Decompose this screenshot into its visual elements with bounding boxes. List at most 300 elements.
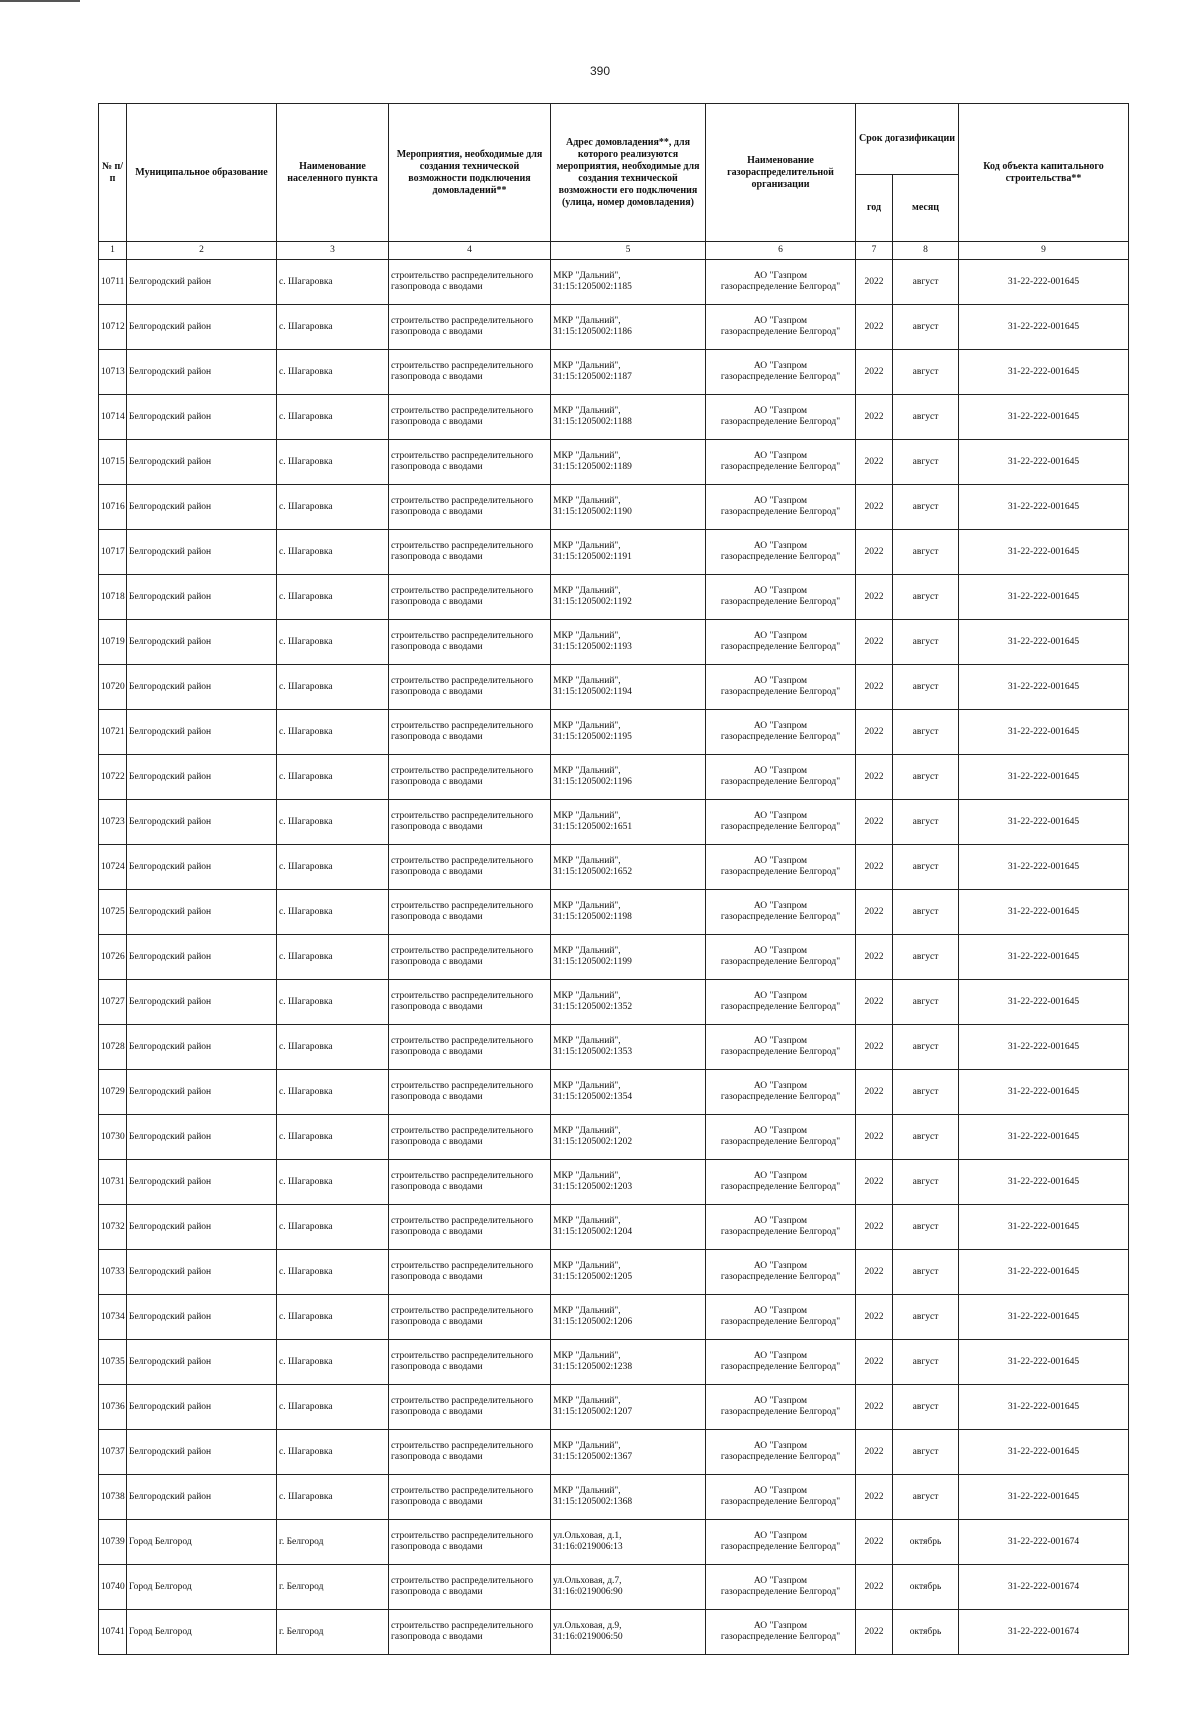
activity-cell-text: строительство распределительного газопровода с вводами [391, 901, 534, 922]
year-cell [856, 935, 893, 980]
address-cell-text: МКР "Дальний", [553, 451, 621, 461]
municipality-cell [127, 530, 277, 575]
municipality-cell [127, 395, 277, 440]
object-code-cell-text: 31-22-222-001645 [1007, 591, 1080, 602]
activity-cell [389, 1070, 551, 1115]
municipality-cell [127, 485, 277, 530]
month-cell [893, 665, 959, 710]
municipality-cell-text: Белгородский район [129, 411, 212, 422]
address-cell-text: 31:15:1205002:1205 [553, 1272, 633, 1282]
row-number-cell-text: 10725 [101, 906, 125, 917]
municipality-cell-text: Белгородский район [129, 1401, 212, 1412]
year-cell [856, 530, 893, 575]
organization-cell-text: АО "Газпром [753, 856, 808, 866]
month-cell-text: август [912, 816, 939, 827]
municipality-cell-text: Белгородский район [129, 951, 212, 962]
year-cell [856, 620, 893, 665]
year-cell-text: 2022 [864, 1536, 884, 1547]
locality-cell [277, 485, 389, 530]
column-number: 5 [551, 242, 706, 260]
row-number-cell [99, 665, 127, 710]
year-cell-text: 2022 [864, 1581, 884, 1592]
year-cell-text: 2022 [864, 771, 884, 782]
month-cell [893, 1385, 959, 1430]
organization-cell [706, 260, 856, 305]
activity-cell [389, 935, 551, 980]
table-row [99, 1385, 1129, 1430]
activity-cell [389, 1250, 551, 1295]
address-cell-text: ул.Ольховая, д.1, [553, 1531, 622, 1541]
address-cell-text: МКР "Дальний", [553, 1036, 621, 1046]
scan-edge-mark [0, 0, 80, 2]
locality-cell-text: с. Шагаровка [279, 456, 333, 467]
address-cell [551, 440, 706, 485]
address-cell-text: 31:15:1205002:1186 [553, 327, 632, 337]
organization-cell-text: газораспределение Белгород" [720, 1002, 841, 1012]
object-code-cell [959, 890, 1129, 935]
locality-cell-text: с. Шагаровка [279, 1311, 333, 1322]
month-cell-text: август [912, 321, 939, 332]
row-number-cell-text: 10722 [101, 771, 125, 782]
year-cell [856, 575, 893, 620]
row-number-cell [99, 800, 127, 845]
organization-cell-text: АО "Газпром [753, 316, 808, 326]
activity-cell-text: строительство распределительного газопровода с вводами [391, 1081, 534, 1102]
locality-cell-text: с. Шагаровка [279, 1446, 333, 1457]
year-cell [856, 350, 893, 395]
organization-cell-text: АО "Газпром [753, 1576, 808, 1586]
month-cell [893, 1205, 959, 1250]
year-cell-text: 2022 [864, 1176, 884, 1187]
row-number-cell-text: 10711 [101, 276, 125, 287]
organization-cell-text: АО "Газпром [753, 271, 808, 281]
year-cell-text: 2022 [864, 1356, 884, 1367]
address-cell-text: 31:15:1205002:1192 [553, 597, 632, 607]
locality-cell-text: с. Шагаровка [279, 1176, 333, 1187]
object-code-cell-text: 31-22-222-001674 [1007, 1581, 1080, 1592]
row-number-cell [99, 1340, 127, 1385]
year-cell-text: 2022 [864, 1626, 884, 1637]
table-row [99, 1610, 1129, 1655]
locality-cell [277, 575, 389, 620]
table-row [99, 260, 1129, 305]
object-code-cell [959, 530, 1129, 575]
year-cell-text: 2022 [864, 456, 884, 467]
locality-cell-text: с. Шагаровка [279, 861, 333, 872]
locality-cell [277, 620, 389, 665]
table-row [99, 1115, 1129, 1160]
row-number-cell-text: 10737 [101, 1446, 125, 1457]
month-cell-text: август [912, 1446, 939, 1457]
object-code-cell-text: 31-22-222-001645 [1007, 1086, 1080, 1097]
month-cell-text: август [912, 726, 939, 737]
address-cell-text: МКР "Дальний", [553, 811, 621, 821]
activity-cell-text: строительство распределительного газопровода с вводами [391, 1576, 534, 1597]
organization-cell-text: газораспределение Белгород" [720, 1272, 841, 1282]
object-code-cell [959, 1385, 1129, 1430]
table-row [99, 530, 1129, 575]
year-cell [856, 1160, 893, 1205]
municipality-cell-text: Белгородский район [129, 1041, 212, 1052]
organization-cell-text: АО "Газпром [753, 901, 808, 911]
activity-cell-text: строительство распределительного газопровода с вводами [391, 1486, 534, 1507]
year-cell [856, 980, 893, 1025]
row-number-cell [99, 755, 127, 800]
table-row [99, 1565, 1129, 1610]
table-row [99, 1520, 1129, 1565]
organization-cell-text: газораспределение Белгород" [720, 1137, 841, 1147]
organization-cell-text: АО "Газпром [753, 496, 808, 506]
organization-cell-text: газораспределение Белгород" [720, 372, 841, 382]
locality-cell [277, 1205, 389, 1250]
month-cell-text: август [912, 1311, 939, 1322]
organization-cell [706, 1565, 856, 1610]
activity-cell-text: строительство распределительного газопровода с вводами [391, 766, 534, 787]
row-number-cell [99, 1565, 127, 1610]
address-cell-text: МКР "Дальний", [553, 1261, 621, 1271]
year-cell [856, 665, 893, 710]
organization-cell [706, 1160, 856, 1205]
month-cell [893, 440, 959, 485]
activity-cell-text: строительство распределительного газопровода с вводами [391, 361, 534, 382]
address-cell [551, 755, 706, 800]
row-number-cell-text: 10735 [101, 1356, 125, 1367]
object-code-cell-text: 31-22-222-001645 [1007, 411, 1080, 422]
object-code-cell [959, 1205, 1129, 1250]
object-code-cell-text: 31-22-222-001645 [1007, 681, 1080, 692]
activity-cell [389, 575, 551, 620]
activity-cell-text: строительство распределительного газопровода с вводами [391, 1441, 534, 1462]
organization-cell [706, 1250, 856, 1295]
object-code-cell [959, 485, 1129, 530]
organization-cell-text: АО "Газпром [753, 946, 808, 956]
locality-cell-text: с. Шагаровка [279, 501, 333, 512]
organization-cell [706, 980, 856, 1025]
table-row [99, 935, 1129, 980]
activity-cell-text: строительство распределительного газопровода с вводами [391, 1036, 534, 1057]
address-cell-text: МКР "Дальний", [553, 541, 621, 551]
address-cell-text: 31:15:1205002:1194 [553, 687, 632, 697]
object-code-cell-text: 31-22-222-001645 [1007, 816, 1080, 827]
organization-cell [706, 305, 856, 350]
address-cell-text: МКР "Дальний", [553, 361, 621, 371]
object-code-cell-text: 31-22-222-001645 [1007, 996, 1080, 1007]
month-cell [893, 1520, 959, 1565]
address-cell-text: 31:15:1205002:1202 [553, 1137, 633, 1147]
row-number-cell-text: 10712 [101, 321, 125, 332]
locality-cell-text: г. Белгород [279, 1536, 324, 1547]
month-cell-text: октябрь [909, 1626, 942, 1637]
organization-cell-text: газораспределение Белгород" [720, 1587, 841, 1597]
organization-cell-text: АО "Газпром [753, 1306, 808, 1316]
activity-cell [389, 890, 551, 935]
address-cell-text: ул.Ольховая, д.7, [553, 1576, 622, 1586]
address-cell-text: МКР "Дальний", [553, 1171, 621, 1181]
municipality-cell-text: Белгородский район [129, 1176, 212, 1187]
municipality-cell-text: Белгородский район [129, 1086, 212, 1097]
organization-cell-text: газораспределение Белгород" [720, 597, 841, 607]
address-cell-text: 31:15:1205002:1187 [553, 372, 632, 382]
year-cell [856, 890, 893, 935]
column-number: 9 [959, 242, 1129, 260]
activity-cell [389, 1520, 551, 1565]
month-cell-text: август [912, 411, 939, 422]
month-cell-text: август [912, 681, 939, 692]
activity-cell-text: строительство распределительного газопровода с вводами [391, 631, 534, 652]
year-cell-text: 2022 [864, 366, 884, 377]
table-row [99, 350, 1129, 395]
address-cell [551, 800, 706, 845]
activity-cell-text: строительство распределительного газопровода с вводами [391, 721, 534, 742]
locality-cell-text: с. Шагаровка [279, 1086, 333, 1097]
activity-cell-text: строительство распределительного газопровода с вводами [391, 496, 534, 517]
address-cell [551, 935, 706, 980]
object-code-cell-text: 31-22-222-001645 [1007, 1176, 1080, 1187]
organization-cell-text: газораспределение Белгород" [720, 1182, 841, 1192]
table-row [99, 1430, 1129, 1475]
address-cell-text: МКР "Дальний", [553, 721, 621, 731]
activity-cell-text: строительство распределительного газопровода с вводами [391, 946, 534, 967]
row-number-cell-text: 10733 [101, 1266, 125, 1277]
address-cell [551, 1385, 706, 1430]
activity-cell [389, 1160, 551, 1205]
object-code-cell [959, 980, 1129, 1025]
column-number-row [99, 242, 1129, 260]
month-cell [893, 980, 959, 1025]
activity-cell [389, 1295, 551, 1340]
object-code-cell-text: 31-22-222-001645 [1007, 636, 1080, 647]
address-cell-text: МКР "Дальний", [553, 496, 621, 506]
row-number-cell [99, 935, 127, 980]
organization-cell-text: АО "Газпром [753, 1036, 808, 1046]
address-cell [551, 1250, 706, 1295]
municipality-cell-text: Город Белгород [129, 1626, 192, 1637]
year-cell-text: 2022 [864, 906, 884, 917]
address-cell [551, 980, 706, 1025]
year-cell-text: 2022 [864, 546, 884, 557]
locality-cell-text: с. Шагаровка [279, 1491, 333, 1502]
year-cell-text: 2022 [864, 276, 884, 287]
year-cell [856, 1610, 893, 1655]
row-number-cell [99, 260, 127, 305]
organization-cell-text: газораспределение Белгород" [720, 417, 841, 427]
organization-cell-text: газораспределение Белгород" [720, 1047, 841, 1057]
object-code-cell-text: 31-22-222-001645 [1007, 1131, 1080, 1142]
address-cell-text: 31:15:1205002:1190 [553, 507, 632, 517]
locality-cell-text: с. Шагаровка [279, 411, 333, 422]
locality-cell-text: с. Шагаровка [279, 951, 333, 962]
address-cell [551, 260, 706, 305]
year-cell [856, 1250, 893, 1295]
locality-cell-text: с. Шагаровка [279, 1041, 333, 1052]
locality-cell-text: с. Шагаровка [279, 276, 333, 287]
organization-cell [706, 710, 856, 755]
municipality-cell-text: Белгородский район [129, 1311, 212, 1322]
organization-cell-text: газораспределение Белгород" [720, 822, 841, 832]
organization-cell-text: газораспределение Белгород" [720, 507, 841, 517]
organization-cell [706, 1115, 856, 1160]
municipality-cell-text: Белгородский район [129, 1356, 212, 1367]
address-cell-text: МКР "Дальний", [553, 631, 621, 641]
organization-cell-text: АО "Газпром [753, 991, 808, 1001]
organization-cell-text: газораспределение Белгород" [720, 1497, 841, 1507]
municipality-cell [127, 980, 277, 1025]
object-code-cell-text: 31-22-222-001645 [1007, 1491, 1080, 1502]
year-cell-text: 2022 [864, 1131, 884, 1142]
object-code-cell [959, 710, 1129, 755]
organization-cell-text: газораспределение Белгород" [720, 282, 841, 292]
row-number-cell [99, 845, 127, 890]
gasification-table [98, 103, 1129, 1655]
organization-cell [706, 1025, 856, 1070]
organization-cell-text: АО "Газпром [753, 1081, 808, 1091]
year-cell [856, 710, 893, 755]
address-cell-text: МКР "Дальний", [553, 1216, 621, 1226]
year-cell-text: 2022 [864, 1266, 884, 1277]
row-number-cell-text: 10716 [101, 501, 125, 512]
year-cell [856, 1475, 893, 1520]
object-code-cell [959, 1250, 1129, 1295]
organization-cell-text: АО "Газпром [753, 361, 808, 371]
month-cell [893, 845, 959, 890]
organization-cell [706, 395, 856, 440]
organization-cell-text: АО "Газпром [753, 1531, 808, 1541]
month-cell-text: август [912, 951, 939, 962]
object-code-cell-text: 31-22-222-001645 [1007, 726, 1080, 737]
row-number-cell [99, 440, 127, 485]
locality-cell [277, 260, 389, 305]
object-code-cell [959, 1025, 1129, 1070]
month-cell-text: август [912, 771, 939, 782]
municipality-cell-text: Белгородский район [129, 906, 212, 917]
row-number-cell-text: 10740 [101, 1581, 125, 1592]
month-cell-text: октябрь [909, 1536, 942, 1547]
municipality-cell [127, 260, 277, 305]
object-code-cell [959, 800, 1129, 845]
municipality-cell [127, 1250, 277, 1295]
row-number-cell-text: 10729 [101, 1086, 125, 1097]
activity-cell [389, 1610, 551, 1655]
municipality-cell-text: Белгородский район [129, 771, 212, 782]
column-number: 6 [706, 242, 856, 260]
table-row [99, 755, 1129, 800]
month-cell [893, 1025, 959, 1070]
object-code-cell-text: 31-22-222-001645 [1007, 456, 1080, 467]
month-cell-text: август [912, 636, 939, 647]
municipality-cell [127, 305, 277, 350]
month-cell [893, 1070, 959, 1115]
object-code-cell-text: 31-22-222-001645 [1007, 1401, 1080, 1412]
municipality-cell [127, 1025, 277, 1070]
column-number: 7 [856, 242, 893, 260]
organization-cell-text: газораспределение Белгород" [720, 552, 841, 562]
municipality-cell-text: Белгородский район [129, 591, 212, 602]
address-cell [551, 1430, 706, 1475]
row-number-cell-text: 10728 [101, 1041, 125, 1052]
address-cell [551, 1340, 706, 1385]
organization-cell [706, 530, 856, 575]
column-number: 2 [127, 242, 277, 260]
organization-cell-text: газораспределение Белгород" [720, 1632, 841, 1642]
object-code-cell [959, 845, 1129, 890]
locality-cell [277, 980, 389, 1025]
locality-cell [277, 305, 389, 350]
locality-cell-text: с. Шагаровка [279, 771, 333, 782]
municipality-cell-text: Белгородский район [129, 1131, 212, 1142]
month-cell [893, 620, 959, 665]
row-number-cell [99, 575, 127, 620]
table-row [99, 575, 1129, 620]
activity-cell-text: строительство распределительного газопровода с вводами [391, 451, 534, 472]
address-cell [551, 1160, 706, 1205]
address-cell-text: 31:15:1205002:1207 [553, 1407, 633, 1417]
row-number-cell [99, 1385, 127, 1430]
activity-cell [389, 1205, 551, 1250]
locality-cell [277, 350, 389, 395]
organization-cell-text: газораспределение Белгород" [720, 732, 841, 742]
municipality-cell [127, 350, 277, 395]
year-cell [856, 800, 893, 845]
table-row [99, 845, 1129, 890]
organization-cell-text: газораспределение Белгород" [720, 1092, 841, 1102]
row-number-cell [99, 1115, 127, 1160]
object-code-cell [959, 1430, 1129, 1475]
locality-cell-text: с. Шагаровка [279, 1356, 333, 1367]
object-code-cell [959, 1520, 1129, 1565]
locality-cell [277, 755, 389, 800]
organization-cell [706, 845, 856, 890]
row-number-cell-text: 10719 [101, 636, 125, 647]
activity-cell [389, 440, 551, 485]
activity-cell [389, 1385, 551, 1430]
month-cell-text: август [912, 456, 939, 467]
row-number-cell [99, 485, 127, 530]
activity-cell [389, 305, 551, 350]
row-number-cell-text: 10734 [101, 1311, 125, 1322]
table-row [99, 890, 1129, 935]
year-cell-text: 2022 [864, 1401, 884, 1412]
object-code-cell [959, 260, 1129, 305]
organization-cell-text: газораспределение Белгород" [720, 687, 841, 697]
address-cell-text: 31:15:1205002:1193 [553, 642, 632, 652]
year-cell [856, 1565, 893, 1610]
locality-cell-text: с. Шагаровка [279, 681, 333, 692]
activity-cell-text: строительство распределительного газопровода с вводами [391, 586, 534, 607]
organization-cell-text: газораспределение Белгород" [720, 1317, 841, 1327]
activity-cell [389, 1430, 551, 1475]
row-number-cell-text: 10726 [101, 951, 125, 962]
municipality-cell [127, 1295, 277, 1340]
row-number-cell-text: 10721 [101, 726, 125, 737]
year-cell-text: 2022 [864, 636, 884, 647]
column-number: 4 [389, 242, 551, 260]
address-cell-text: МКР "Дальний", [553, 1081, 621, 1091]
address-cell-text: 31:15:1205002:1185 [553, 282, 632, 292]
locality-cell [277, 1295, 389, 1340]
municipality-cell [127, 440, 277, 485]
year-cell-text: 2022 [864, 1041, 884, 1052]
row-number-cell [99, 1070, 127, 1115]
object-code-cell [959, 350, 1129, 395]
municipality-cell-text: Белгородский район [129, 366, 212, 377]
header-num: № п/п [99, 104, 127, 242]
address-cell-text: 31:15:1205002:1353 [553, 1047, 633, 1057]
address-cell-text: 31:15:1205002:1203 [553, 1182, 633, 1192]
municipality-cell [127, 575, 277, 620]
address-cell-text: МКР "Дальний", [553, 1396, 621, 1406]
row-number-cell-text: 10738 [101, 1491, 125, 1502]
locality-cell [277, 530, 389, 575]
